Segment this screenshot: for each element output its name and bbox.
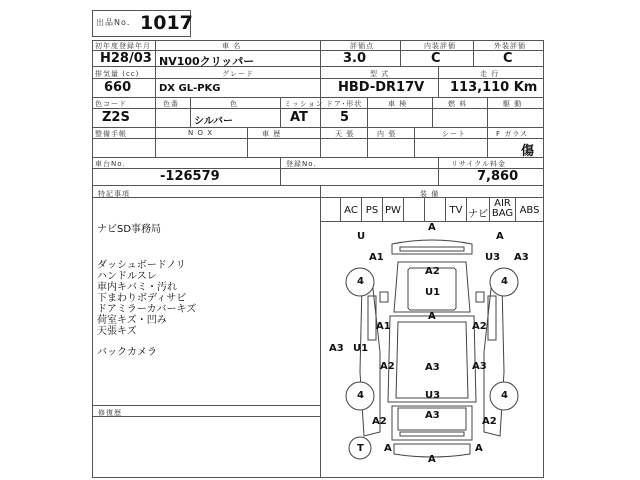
equip-navi: ナビ [468,209,488,220]
color-code-label: 色コード [95,100,127,108]
displacement-label: 排気量 (cc) [95,70,140,78]
damage-mark: A [428,454,436,465]
score-label: 評価点 [350,42,374,50]
damage-mark: A3 [472,361,487,372]
reg-no-label: 登録No． [286,160,322,168]
damage-mark: U3 [485,252,501,263]
model-code-label: 型 式 [370,70,390,78]
damage-mark: A2 [472,321,487,332]
color-no-label: 色番 [163,100,179,108]
outer-tension-label: 天 張 [335,130,355,138]
color-code-value: Z2S [102,110,130,125]
interior-trim-label: 内 張 [377,130,397,138]
equip-airbag: AIR BAG [491,198,514,219]
color-value: シルバー [194,116,234,127]
damage-mark: A [496,231,504,242]
left-mirror [380,292,388,302]
damage-mark: U3 [425,390,441,401]
doors-value: 5 [340,110,350,125]
repair-label: 修復歴 [98,409,122,417]
damage-mark: A3 [425,410,440,421]
damage-item: ダッシュボードノリ [97,260,186,271]
damage-mark: A2 [372,416,387,427]
right-side-body [484,280,504,436]
tire-rr-value: 4 [501,390,508,401]
exterior-grade-value: C [503,51,513,66]
damage-mark: A3 [514,252,529,263]
exterior-grade-label: 外装評価 [494,42,526,50]
equip-pw: PW [385,205,401,216]
damage-mark: A1 [369,252,384,263]
score-value: 3.0 [343,51,367,66]
color-label: 色 [230,100,238,108]
damage-mark: A2 [380,361,395,372]
damage-mark: U1 [353,343,369,354]
damage-item: 天張キズ [97,326,137,337]
seat-label: シート [442,130,466,138]
tire-fl-value: 4 [357,276,364,287]
damage-mark: U1 [425,287,441,298]
model-name-label: 車 名 [222,42,242,50]
interior-grade-value: C [431,51,441,66]
right-mirror [476,292,484,302]
notes-label: 特記事項 [98,190,130,198]
left-side-body [360,280,380,436]
notes-line-last: バックカメラ [97,347,157,358]
drive-label: 駆 動 [503,100,523,108]
mission-label: ミッション [284,100,324,108]
manual-label: 整備手帳 [95,130,127,138]
damage-item: ドアミラーカバーキズ [97,304,197,315]
history-label: 車 歴 [262,130,282,138]
interior-grade-label: 内装評価 [424,42,456,50]
grade-value: DX GL-PKG [159,83,221,94]
tire-rl-value: 4 [357,390,364,401]
notes-line-1: ナビSD事務局 [97,224,162,235]
glass-label: F ガラス [496,130,529,138]
fuel-label: 燃 料 [448,100,468,108]
damage-list [97,260,196,337]
equip-ps: PS [365,205,379,216]
front-grille [400,247,464,251]
lot-label: 出品No． [96,18,136,27]
glass-value: 傷 [521,144,535,159]
equip-abs: ABS [519,205,540,216]
damage-mark: A [384,443,392,454]
damage-item: 下まわりボディサビ [97,293,187,304]
damage-mark: A3 [329,343,344,354]
damage-mark: A1 [376,321,391,332]
chassis-label: 車台No． [95,160,131,168]
equip-ac: AC [344,205,358,216]
damage-mark: A [475,443,483,454]
chassis-value: -126579 [160,169,220,184]
roof-panel [396,322,468,398]
damage-mark: U [357,231,366,242]
inspection-label: 車 検 [388,100,408,108]
damage-item: ハンドルスレ [97,271,157,282]
recycle-label: リサイクル料金 [451,160,507,168]
recycle-value: 7,860 [477,169,519,184]
model-code-value: HBD-DR17V [338,80,425,95]
nox-label: N O X [188,129,213,137]
mileage-label: 走 行 [480,70,500,78]
model-name-value: NV100クリッパー [159,55,255,68]
rear-plate [400,432,464,436]
tire-fr-value: 4 [501,276,508,287]
doors-label: ドア･形状 [326,100,363,108]
damage-mark: A2 [425,266,440,277]
mileage-value: 113,110 Km [450,80,538,95]
damage-mark: A3 [425,362,440,373]
damage-mark: A [428,222,436,233]
damage-item: 車内キバミ・汚れ [97,282,177,293]
damage-item: 荷室キズ・凹み [97,315,167,326]
first-reg-value: H28/03 [100,51,152,66]
equip-tv: TV [449,205,463,216]
grade-label: グレード [222,70,254,78]
mission-value: AT [290,110,308,125]
damage-mark: A [428,311,436,322]
displacement-value: 660 [104,80,132,95]
equipment-label: 装 備 [420,190,440,198]
damage-mark: A2 [482,416,497,427]
lot-number: 1017 [140,12,193,34]
first-reg-label: 初年度登録年月 [95,42,151,50]
damage-mark: T [357,443,364,454]
